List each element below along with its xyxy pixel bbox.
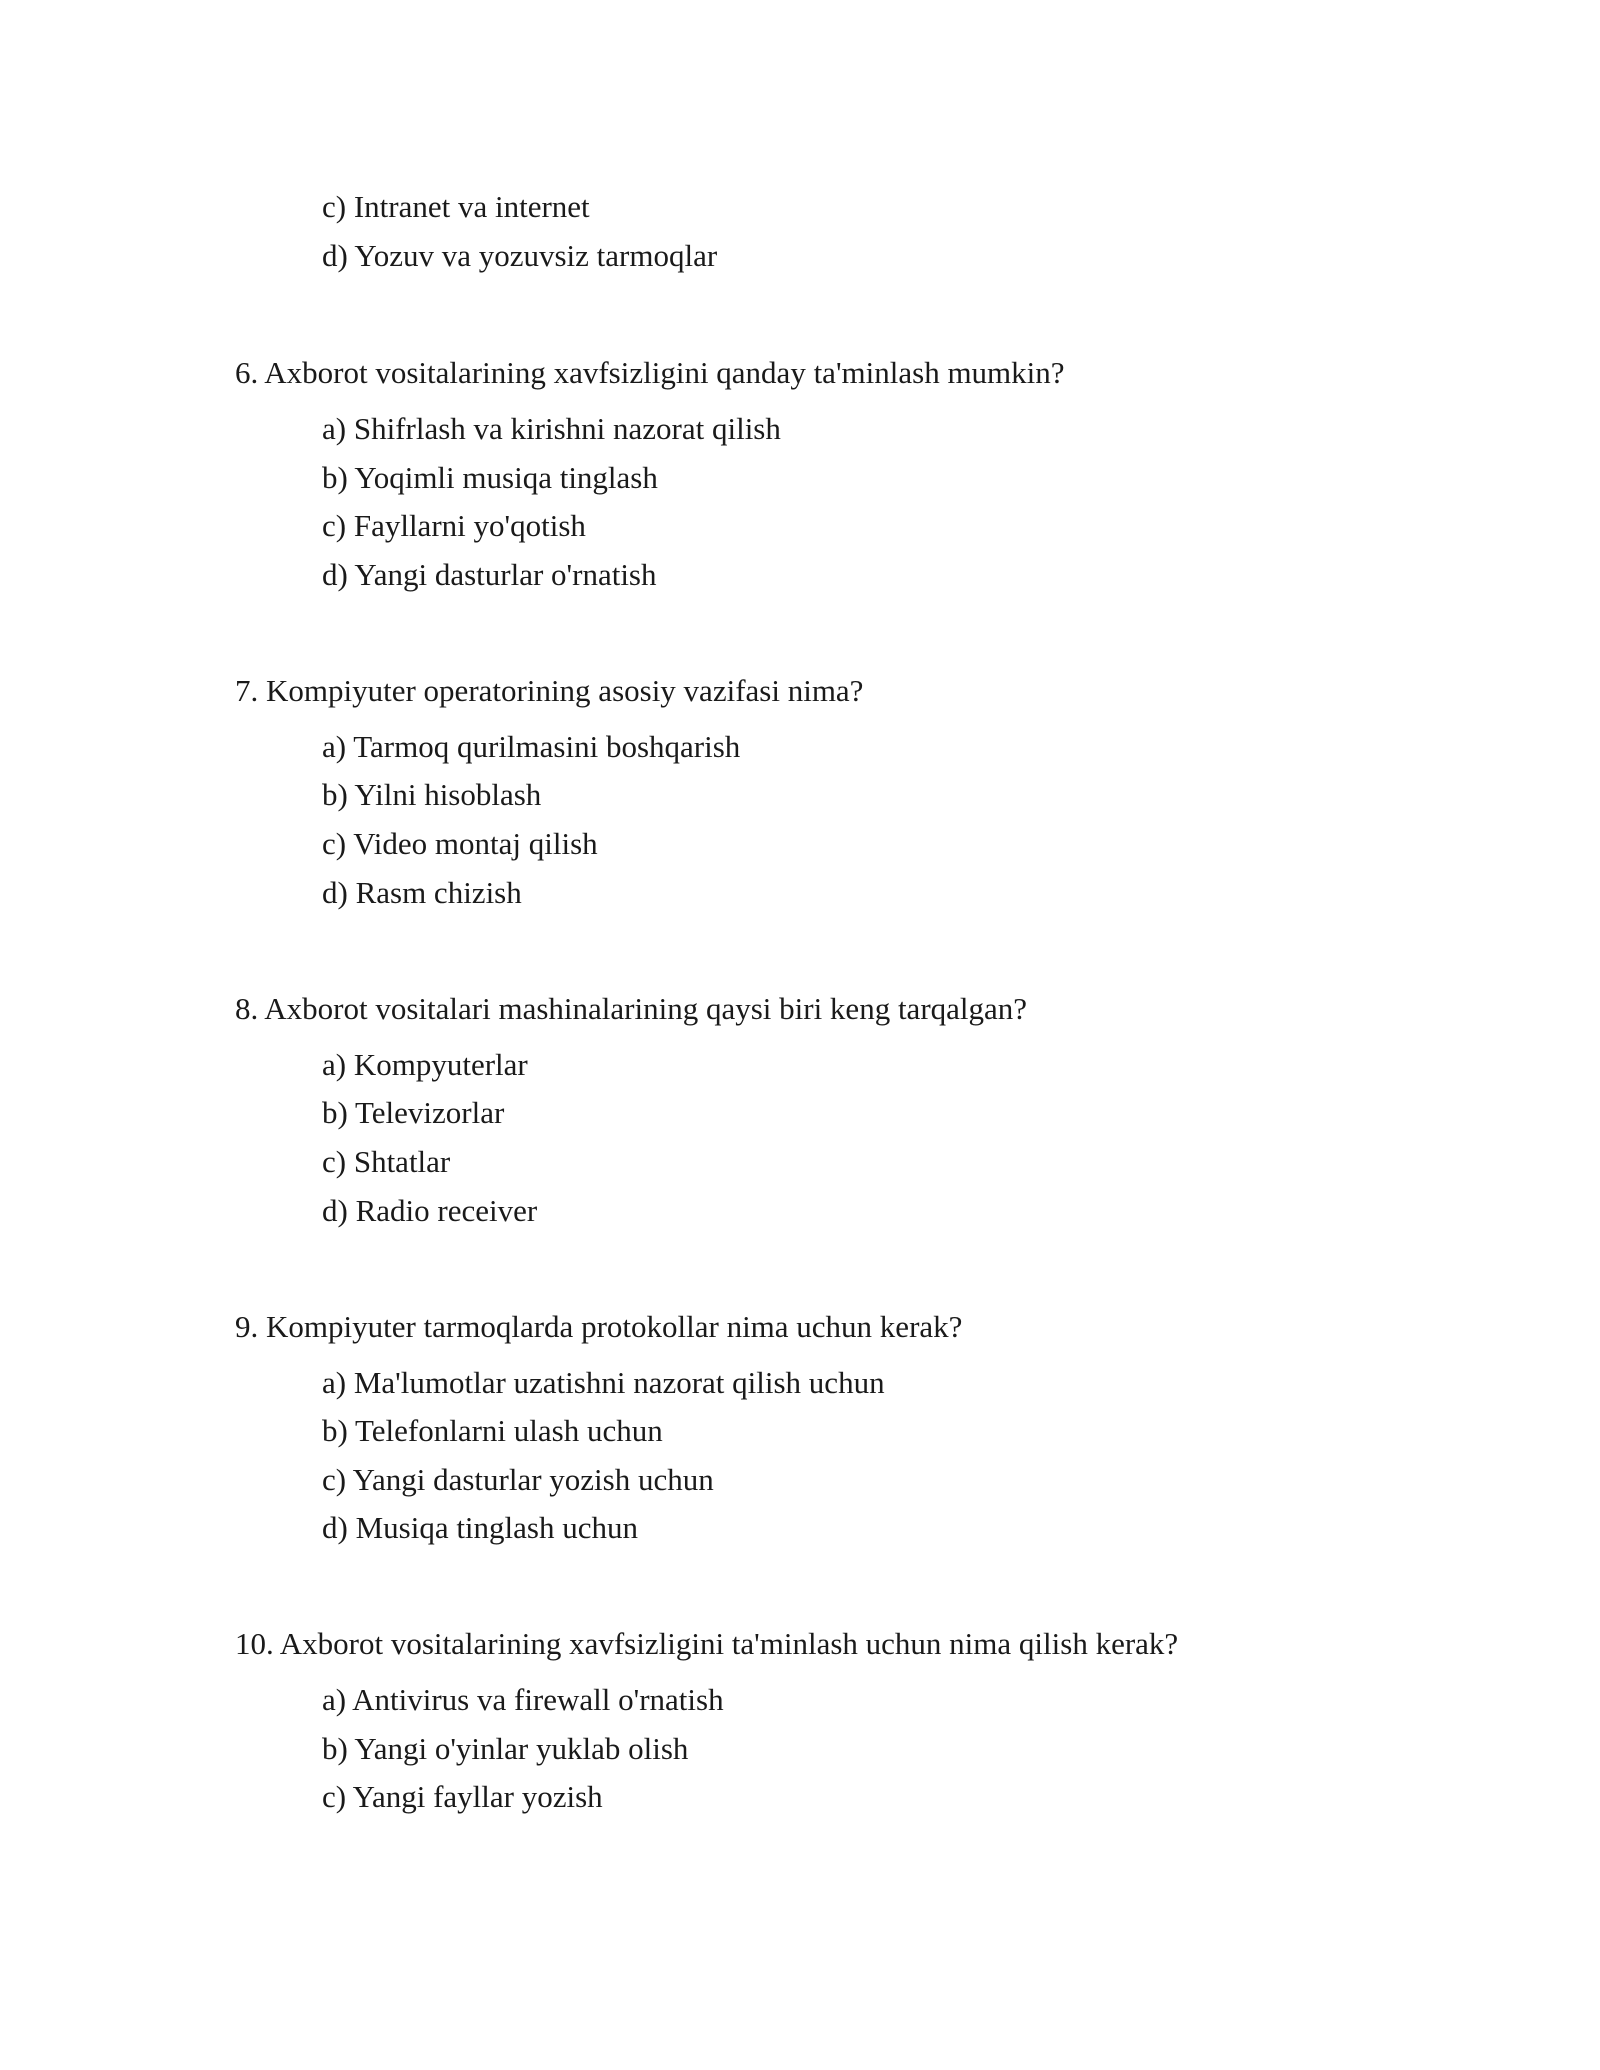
- option-5d: d) Yozuv va yozuvsiz tarmoqlar: [322, 238, 718, 273]
- option-6d: d) Yangi dasturlar o'rnatish: [322, 557, 657, 592]
- option-7d: d) Rasm chizish: [322, 875, 522, 910]
- option-8b: b) Televizorlar: [322, 1095, 505, 1130]
- option-8c: c) Shtatlar: [322, 1144, 451, 1179]
- option-9b: b) Telefonlarni ulash uchun: [322, 1413, 663, 1448]
- question-9: 9. Kompiyuter tarmoqlarda protokollar nima uchun kerak?: [235, 1309, 963, 1344]
- option-7c: c) Video montaj qilish: [322, 826, 598, 861]
- question-10: 10. Axborot vositalarining xavfsizligini ta'minlash uchun nima qilish kerak?: [235, 1626, 1179, 1661]
- option-9d: d) Musiqa tinglash uchun: [322, 1510, 638, 1545]
- option-10c: c) Yangi fayllar yozish: [322, 1779, 603, 1814]
- option-6b: b) Yoqimli musiqa tinglash: [322, 460, 658, 495]
- option-8d: d) Radio receiver: [322, 1193, 538, 1228]
- question-6: 6. Axborot vositalarining xavfsizligini qanday ta'minlash mumkin?: [235, 355, 1065, 390]
- question-7: 7. Kompiyuter operatorining asosiy vazifasi nima?: [235, 673, 864, 708]
- option-9a: a) Ma'lumotlar uzatishni nazorat qilish uchun: [322, 1365, 885, 1400]
- option-9c: c) Yangi dasturlar yozish uchun: [322, 1462, 714, 1497]
- option-10a: a) Antivirus va firewall o'rnatish: [322, 1682, 724, 1717]
- question-8: 8. Axborot vositalari mashinalarining qaysi biri keng tarqalgan?: [235, 991, 1028, 1026]
- option-6c: c) Fayllarni yo'qotish: [322, 508, 586, 543]
- option-8a: a) Kompyuterlar: [322, 1047, 528, 1082]
- option-10b: b) Yangi o'yinlar yuklab olish: [322, 1731, 689, 1766]
- option-7a: a) Tarmoq qurilmasini boshqarish: [322, 729, 741, 764]
- option-6a: a) Shifrlash va kirishni nazorat qilish: [322, 411, 781, 446]
- option-5c: c) Intranet va internet: [322, 189, 590, 224]
- option-7b: b) Yilni hisoblash: [322, 777, 542, 812]
